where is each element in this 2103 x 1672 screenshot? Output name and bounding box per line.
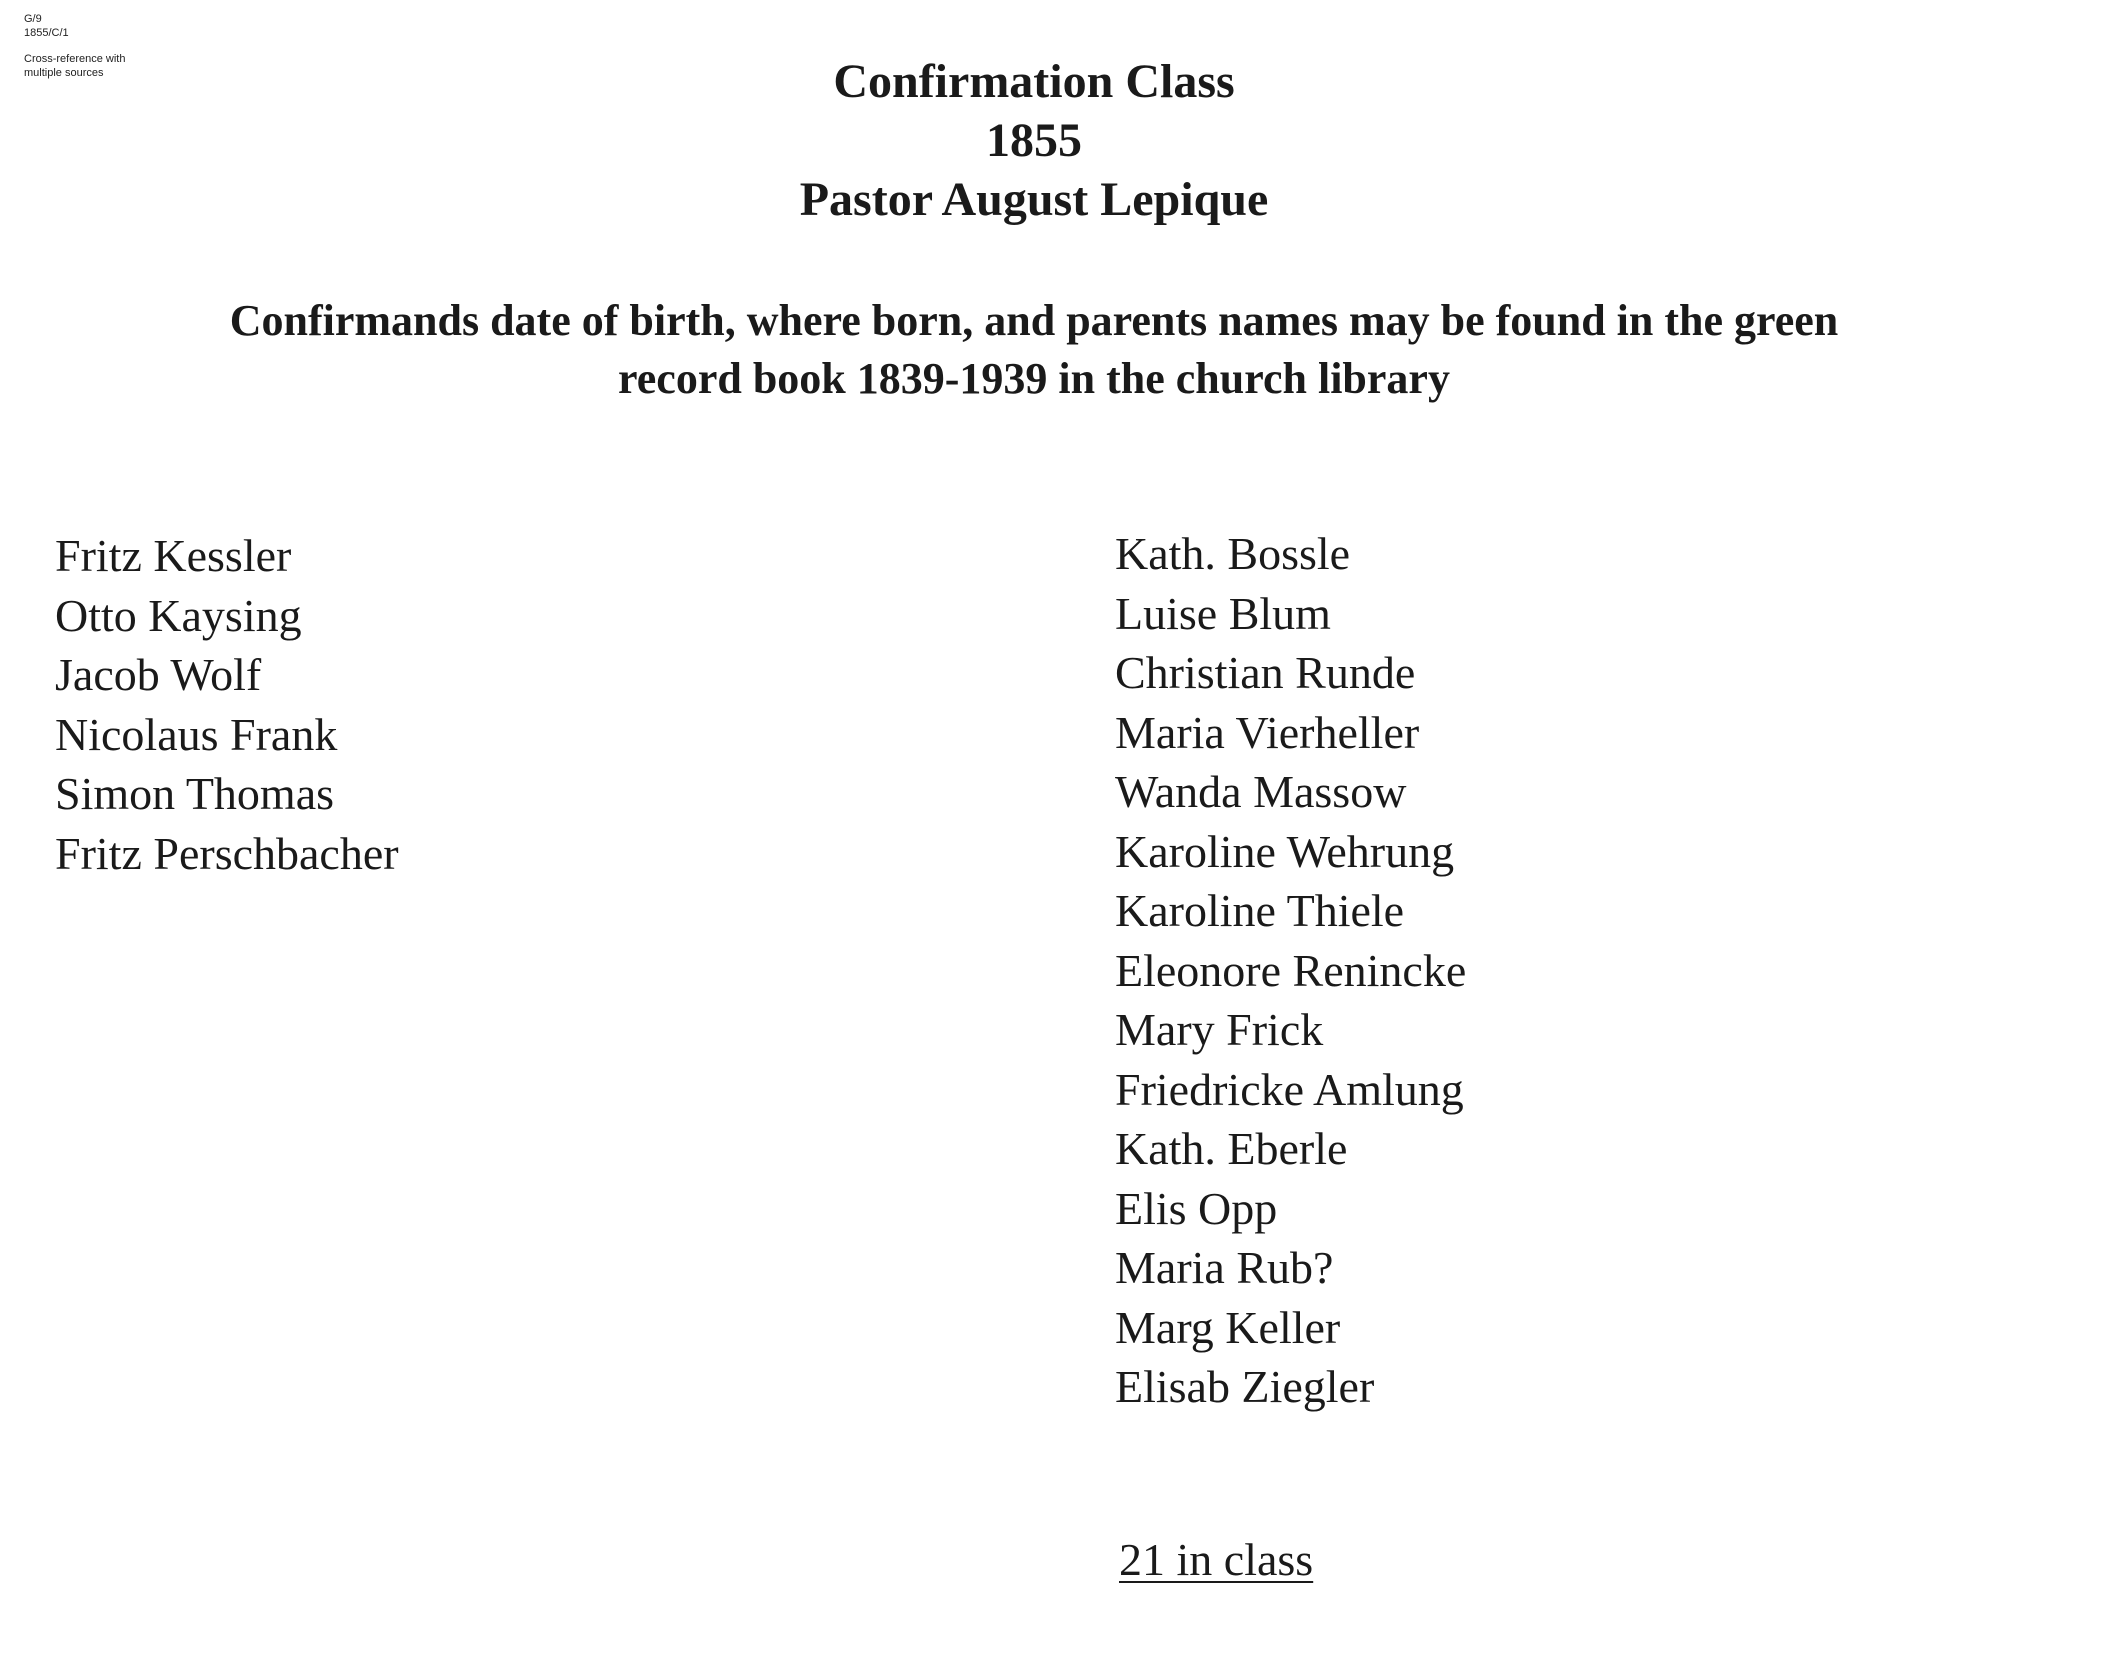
confirmand-name: Nicolaus Frank bbox=[55, 708, 338, 760]
confirmand-name: Elisab Ziegler bbox=[1115, 1361, 1375, 1412]
record-note-line: record book 1839-1939 in the church library bbox=[618, 354, 1450, 403]
confirmand-name: Luise Blum bbox=[1115, 587, 1331, 639]
class-year: 1855 bbox=[986, 114, 1082, 167]
confirmand-name: Elis Opp bbox=[1115, 1182, 1278, 1234]
confirmand-name: Fritz Perschbacher bbox=[55, 827, 399, 879]
pastor-name: Pastor August Lepique bbox=[799, 173, 1269, 226]
confirmand-name: Eleonore Renincke bbox=[1115, 944, 1467, 996]
confirmand-name: Maria Vierheller bbox=[1115, 706, 1420, 758]
confirmand-name: Marg Keller bbox=[1115, 1301, 1341, 1353]
confirmand-name: Kath. Eberle bbox=[1115, 1123, 1348, 1174]
confirmand-name: Karoline Wehrung bbox=[1115, 825, 1455, 877]
confirmand-name: Otto Kaysing bbox=[55, 589, 302, 641]
reference-code: G/9 bbox=[24, 13, 42, 25]
record-note bbox=[0, 292, 2068, 408]
confirmand-name: Fritz Kessler bbox=[55, 530, 292, 581]
confirmand-name: Maria Rub? bbox=[1115, 1242, 1334, 1293]
reference-code-year: 1855/C/1 bbox=[24, 27, 69, 39]
confirmand-name: Wanda Massow bbox=[1115, 766, 1407, 817]
confirmand-name: Jacob Wolf bbox=[55, 649, 262, 700]
class-count: 21 in class bbox=[1119, 1534, 1314, 1585]
confirmand-name: Christian Runde bbox=[1115, 647, 1416, 698]
record-note-line: Confirmands date of birth, where born, and parents names may be found in the green bbox=[229, 296, 1839, 345]
confirmands-left-column bbox=[55, 526, 399, 883]
cross-reference-note-line: multiple sources bbox=[24, 67, 104, 79]
confirmand-name: Karoline Thiele bbox=[1115, 885, 1405, 936]
cross-reference-note-line: Cross-reference with bbox=[24, 53, 126, 65]
confirmand-name: Friedricke Amlung bbox=[1115, 1063, 1464, 1115]
document-header bbox=[0, 52, 2068, 229]
confirmand-name: Kath. Bossle bbox=[1115, 528, 1351, 579]
confirmand-name: Simon Thomas bbox=[55, 768, 335, 819]
confirmands-right-column bbox=[1115, 524, 1466, 1417]
document-title: Confirmation Class bbox=[833, 55, 1235, 108]
confirmand-name: Mary Frick bbox=[1115, 1004, 1324, 1055]
